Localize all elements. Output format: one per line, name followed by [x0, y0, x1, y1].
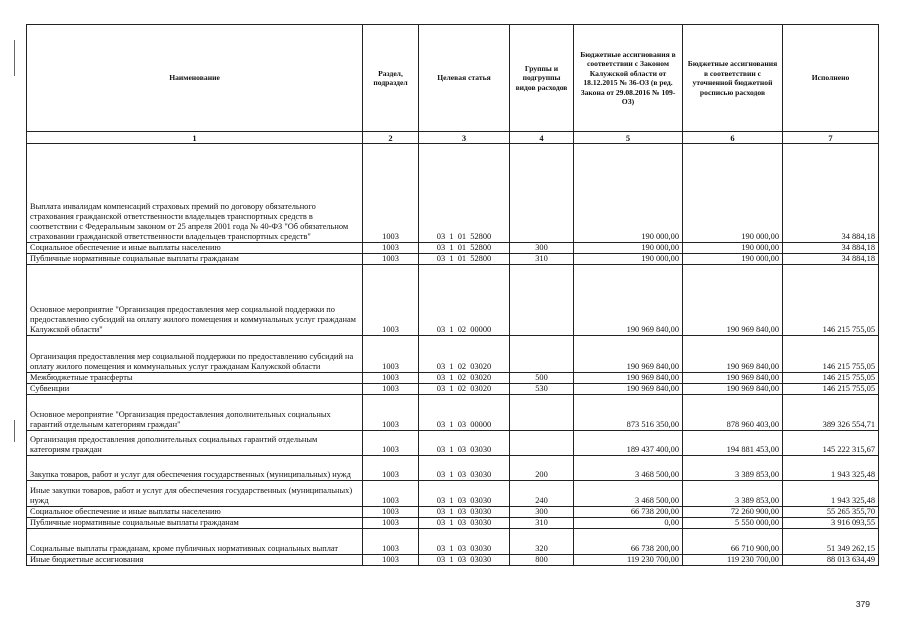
row-expense-group [510, 336, 574, 373]
row-executed: 145 222 315,67 [783, 431, 879, 456]
row-expense-group: 500 [510, 373, 574, 384]
row-allocation-law: 3 468 500,00 [574, 456, 683, 481]
row-section: 1003 [363, 518, 419, 529]
row-name: Закупка товаров, работ и услуг для обеспечения государственных (муниципальных) нужд [27, 456, 363, 481]
row-expense-group: 240 [510, 481, 574, 507]
row-target-article: 03 1 02 03020 [419, 384, 510, 395]
row-executed: 146 215 755,05 [783, 373, 879, 384]
row-expense-group [510, 144, 574, 243]
row-executed: 146 215 755,05 [783, 384, 879, 395]
table-row [27, 384, 879, 395]
row-allocation-law: 189 437 400,00 [574, 431, 683, 456]
row-target-article: 03 1 03 03030 [419, 518, 510, 529]
row-section: 1003 [363, 555, 419, 566]
column-number-row [27, 132, 879, 144]
row-target-article: 03 1 03 03030 [419, 507, 510, 518]
row-target-article: 03 1 02 00000 [419, 265, 510, 336]
row-expense-group: 200 [510, 456, 574, 481]
row-executed: 34 884,18 [783, 144, 879, 243]
row-section: 1003 [363, 265, 419, 336]
row-allocation-refined: 190 969 840,00 [683, 373, 783, 384]
column-number: 3 [419, 132, 510, 144]
column-number: 5 [574, 132, 683, 144]
header-allocation-refined: Бюджетные ассигнования в соответствии с уточненной бюджетной росписью расходов [683, 25, 783, 132]
table-row [27, 456, 879, 481]
scan-edge-mark [14, 420, 15, 442]
row-allocation-law: 3 468 500,00 [574, 481, 683, 507]
table-row [27, 373, 879, 384]
row-expense-group: 310 [510, 518, 574, 529]
row-allocation-refined: 119 230 700,00 [683, 555, 783, 566]
header-section: Раздел, подраздел [363, 25, 419, 132]
row-target-article: 03 1 01 52800 [419, 144, 510, 243]
row-allocation-refined: 72 260 900,00 [683, 507, 783, 518]
row-allocation-law: 190 969 840,00 [574, 265, 683, 336]
row-section: 1003 [363, 336, 419, 373]
row-target-article: 03 1 03 03030 [419, 456, 510, 481]
row-target-article: 03 1 03 00000 [419, 395, 510, 431]
row-target-article: 03 1 03 03030 [419, 529, 510, 555]
row-name: Основное мероприятие "Организация предоставления мер социальной поддержки по предоставлению субсидий на оплату жилого помещения и коммунальных услуг гражданам Калужской области" [27, 265, 363, 336]
row-target-article: 03 1 02 03020 [419, 336, 510, 373]
row-section: 1003 [363, 373, 419, 384]
table-row [27, 336, 879, 373]
row-executed: 3 916 093,55 [783, 518, 879, 529]
row-name: Организация предоставления дополнительных социальных гарантий отдельным категориям граждан [27, 431, 363, 456]
row-allocation-refined: 3 389 853,00 [683, 456, 783, 481]
row-allocation-refined: 190 000,00 [683, 254, 783, 265]
table-row [27, 395, 879, 431]
row-name: Публичные нормативные социальные выплаты гражданам [27, 254, 363, 265]
column-number: 6 [683, 132, 783, 144]
table-row [27, 243, 879, 254]
header-allocation-law: Бюджетные ассигнования в соответствии с Законом Калужской области от 18.12.2015 № 36-ОЗ (в ред. Закона от 29.08.2016 № 109-ОЗ) [574, 25, 683, 132]
row-allocation-refined: 190 000,00 [683, 144, 783, 243]
row-name: Субвенции [27, 384, 363, 395]
row-executed: 34 884,18 [783, 243, 879, 254]
row-section: 1003 [363, 507, 419, 518]
row-expense-group: 320 [510, 529, 574, 555]
row-expense-group [510, 265, 574, 336]
row-section: 1003 [363, 243, 419, 254]
row-allocation-law: 190 969 840,00 [574, 336, 683, 373]
row-section: 1003 [363, 254, 419, 265]
table-row [27, 265, 879, 336]
header-expense-groups: Группы и подгруппы видов расходов [510, 25, 574, 132]
row-allocation-law: 190 000,00 [574, 144, 683, 243]
row-expense-group: 300 [510, 507, 574, 518]
row-section: 1003 [363, 481, 419, 507]
row-allocation-law: 190 000,00 [574, 254, 683, 265]
row-allocation-law: 190 969 840,00 [574, 373, 683, 384]
row-expense-group: 310 [510, 254, 574, 265]
row-allocation-law: 190 000,00 [574, 243, 683, 254]
row-name: Выплата инвалидам компенсаций страховых премий по договору обязательного страхования гражданской ответственности владельцев транспортных средств в соответствии с Федеральным законом от 25 апреля 2001 года № 40-ФЗ "Об обязательном страховании гражданской ответственности владельцев транспортных средств" [27, 144, 363, 243]
row-executed: 1 943 325,48 [783, 481, 879, 507]
row-section: 1003 [363, 144, 419, 243]
row-allocation-law: 0,00 [574, 518, 683, 529]
column-number: 7 [783, 132, 879, 144]
row-name: Социальное обеспечение и иные выплаты населению [27, 507, 363, 518]
row-section: 1003 [363, 456, 419, 481]
row-expense-group [510, 395, 574, 431]
row-name: Иные бюджетные ассигнования [27, 555, 363, 566]
row-allocation-refined: 190 969 840,00 [683, 265, 783, 336]
column-number: 4 [510, 132, 574, 144]
row-target-article: 03 1 01 52800 [419, 243, 510, 254]
row-allocation-refined: 194 881 453,00 [683, 431, 783, 456]
row-allocation-refined: 66 710 900,00 [683, 529, 783, 555]
row-executed: 1 943 325,48 [783, 456, 879, 481]
budget-table-body [27, 144, 879, 566]
row-expense-group [510, 431, 574, 456]
header-name: Наименование [27, 25, 363, 132]
row-allocation-refined: 190 000,00 [683, 243, 783, 254]
column-number: 2 [363, 132, 419, 144]
row-target-article: 03 1 03 03030 [419, 481, 510, 507]
table-row [27, 555, 879, 566]
table-row [27, 144, 879, 243]
row-allocation-law: 66 738 200,00 [574, 529, 683, 555]
row-expense-group: 300 [510, 243, 574, 254]
header-executed: Исполнено [783, 25, 879, 132]
budget-table [26, 24, 879, 566]
row-expense-group: 800 [510, 555, 574, 566]
row-allocation-refined: 190 969 840,00 [683, 336, 783, 373]
row-executed: 88 013 634,49 [783, 555, 879, 566]
row-target-article: 03 1 01 52800 [419, 254, 510, 265]
header-target-article: Целевая статья [419, 25, 510, 132]
row-section: 1003 [363, 529, 419, 555]
column-number: 1 [27, 132, 363, 144]
row-target-article: 03 1 02 03020 [419, 373, 510, 384]
table-row [27, 518, 879, 529]
table-row [27, 529, 879, 555]
row-executed: 146 215 755,05 [783, 336, 879, 373]
row-section: 1003 [363, 431, 419, 456]
row-name: Основное мероприятие "Организация предоставления дополнительных социальных гарантий отдельным категориям граждан" [27, 395, 363, 431]
scan-edge-mark [14, 40, 15, 76]
row-executed: 55 265 355,70 [783, 507, 879, 518]
row-target-article: 03 1 03 03030 [419, 431, 510, 456]
row-name: Организация предоставления мер социальной поддержки по предоставлению субсидий на оплату жилого помещения и коммунальных услуг гражданам Калужской области [27, 336, 363, 373]
table-row [27, 507, 879, 518]
table-row [27, 431, 879, 456]
row-executed: 389 326 554,71 [783, 395, 879, 431]
row-executed: 146 215 755,05 [783, 265, 879, 336]
row-allocation-refined: 5 550 000,00 [683, 518, 783, 529]
row-allocation-refined: 878 960 403,00 [683, 395, 783, 431]
row-name: Межбюджетные трансферты [27, 373, 363, 384]
row-name: Социальное обеспечение и иные выплаты населению [27, 243, 363, 254]
row-name: Социальные выплаты гражданам, кроме публичных нормативных социальных выплат [27, 529, 363, 555]
page-number: 379 [855, 599, 870, 609]
row-allocation-law: 190 969 840,00 [574, 384, 683, 395]
row-executed: 34 884,18 [783, 254, 879, 265]
row-name: Публичные нормативные социальные выплаты гражданам [27, 518, 363, 529]
row-allocation-refined: 190 969 840,00 [683, 384, 783, 395]
row-section: 1003 [363, 384, 419, 395]
row-executed: 51 349 262,15 [783, 529, 879, 555]
row-target-article: 03 1 03 03030 [419, 555, 510, 566]
row-allocation-law: 66 738 200,00 [574, 507, 683, 518]
row-allocation-law: 873 516 350,00 [574, 395, 683, 431]
table-row [27, 254, 879, 265]
row-allocation-refined: 3 389 853,00 [683, 481, 783, 507]
header-row [27, 25, 879, 132]
row-expense-group: 530 [510, 384, 574, 395]
table-row [27, 481, 879, 507]
row-allocation-law: 119 230 700,00 [574, 555, 683, 566]
row-section: 1003 [363, 395, 419, 431]
row-name: Иные закупки товаров, работ и услуг для обеспечения государственных (муниципальных) нужд [27, 481, 363, 507]
